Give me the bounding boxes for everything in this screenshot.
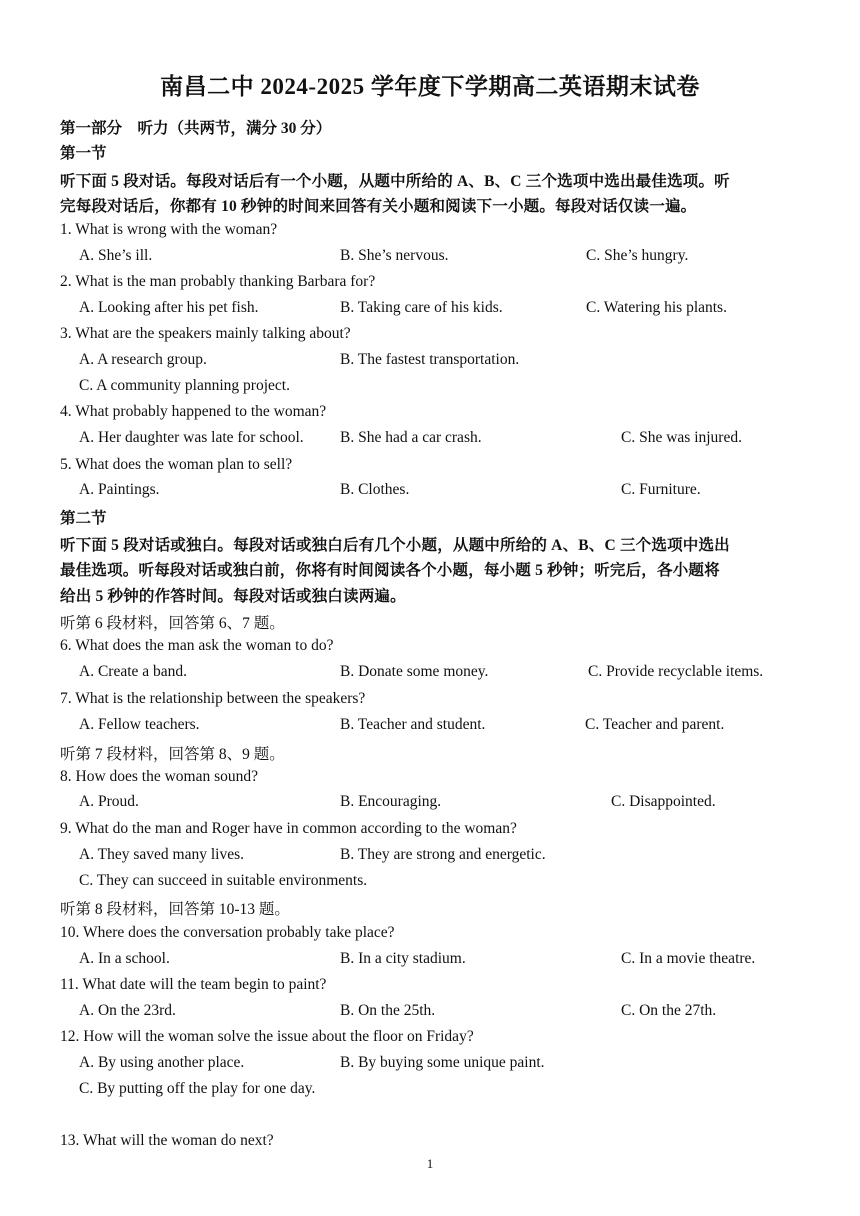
option-c: C. In a movie theatre. — [621, 950, 756, 967]
question-stem: 1. What is wrong with the woman? — [60, 221, 278, 238]
option-a: A. By using another place. — [79, 1054, 245, 1071]
section2-instruction-line: 听下面 5 段对话或独白。每段对话或独白后有几个小题，从题中所给的 A、B、C 三个选项中选出 — [60, 537, 730, 554]
exam-title: 南昌二中 2024-2025 学年度下学期高二英语期末试卷 — [160, 74, 700, 99]
section1-instruction-line: 完每段对话后，你都有 10 秒钟的时间来回答有关小题和阅读下一小题。每段对话仅读一遍。 — [60, 198, 697, 215]
option-a: A. She’s ill. — [79, 247, 153, 264]
option-c: C. A community planning project. — [79, 377, 290, 394]
option-b: B. On the 25th. — [340, 1002, 436, 1019]
question-stem: 9. What do the man and Roger have in common according to the woman? — [60, 820, 517, 837]
question-stem: 11. What date will the team begin to paint? — [60, 976, 327, 993]
option-c: C. Provide recyclable items. — [588, 663, 764, 680]
part1-heading: 第一部分 听力（共两节，满分 30 分） — [60, 120, 332, 137]
question-stem: 4. What probably happened to the woman? — [60, 403, 327, 420]
option-b: B. The fastest transportation. — [340, 351, 520, 368]
option-c: C. Disappointed. — [611, 793, 716, 810]
section1-heading: 第一节 — [60, 145, 107, 162]
option-c: C. Watering his plants. — [586, 299, 727, 316]
section2-heading: 第二节 — [60, 510, 107, 527]
option-b: B. Encouraging. — [340, 793, 442, 810]
question-stem: 8. How does the woman sound? — [60, 768, 259, 785]
option-c: C. On the 27th. — [621, 1002, 717, 1019]
question-stem: 13. What will the woman do next? — [60, 1132, 274, 1149]
option-c: C. By putting off the play for one day. — [79, 1080, 316, 1097]
question-stem: 6. What does the man ask the woman to do? — [60, 637, 334, 654]
option-c: C. She was injured. — [621, 429, 742, 446]
material-instruction: 听第 8 段材料，回答第 10-13 题。 — [60, 901, 290, 918]
option-c: C. Teacher and parent. — [585, 716, 725, 733]
option-a: A. Paintings. — [79, 481, 160, 498]
option-a: A. In a school. — [79, 950, 170, 967]
option-b: B. They are strong and energetic. — [340, 846, 546, 863]
option-a: A. A research group. — [79, 351, 207, 368]
option-a: A. Proud. — [79, 793, 139, 810]
option-c: C. They can succeed in suitable environments. — [79, 872, 368, 889]
option-b: B. She’s nervous. — [340, 247, 449, 264]
question-stem: 3. What are the speakers mainly talking about? — [60, 325, 351, 342]
option-a: A. They saved many lives. — [79, 846, 245, 863]
option-b: B. Clothes. — [340, 481, 410, 498]
option-a: A. Fellow teachers. — [79, 716, 200, 733]
option-a: A. Her daughter was late for school. — [79, 429, 304, 446]
material-instruction: 听第 6 段材料，回答第 6、7 题。 — [60, 615, 285, 632]
section2-instruction-line: 给出 5 秒钟的作答时间。每段对话或独白读两遍。 — [60, 588, 406, 605]
question-stem: 7. What is the relationship between the speakers? — [60, 690, 366, 707]
option-b: B. Teacher and student. — [340, 716, 486, 733]
option-a: A. Create a band. — [79, 663, 188, 680]
option-b: B. In a city stadium. — [340, 950, 466, 967]
option-c: C. She’s hungry. — [586, 247, 689, 264]
question-stem: 12. How will the woman solve the issue about the floor on Friday? — [60, 1028, 474, 1045]
section1-instruction-line: 听下面 5 段对话。每段对话后有一个小题，从题中所给的 A、B、C 三个选项中选出最佳选项。听 — [60, 173, 730, 190]
section2-instruction-line: 最佳选项。听每段对话或独白前，你将有时间阅读各个小题，每小题 5 秒钟；听完后，各小题将 — [60, 562, 720, 579]
option-c: C. Furniture. — [621, 481, 701, 498]
option-b: B. Taking care of his kids. — [340, 299, 503, 316]
option-b: B. She had a car crash. — [340, 429, 482, 446]
question-stem: 5. What does the woman plan to sell? — [60, 456, 293, 473]
option-a: A. Looking after his pet fish. — [79, 299, 259, 316]
option-b: B. Donate some money. — [340, 663, 489, 680]
option-a: A. On the 23rd. — [79, 1002, 176, 1019]
page-number: 1 — [426, 1156, 434, 1171]
option-b: B. By buying some unique paint. — [340, 1054, 545, 1071]
material-instruction: 听第 7 段材料，回答第 8、9 题。 — [60, 746, 285, 763]
question-stem: 10. Where does the conversation probably take place? — [60, 924, 395, 941]
question-stem: 2. What is the man probably thanking Barbara for? — [60, 273, 376, 290]
